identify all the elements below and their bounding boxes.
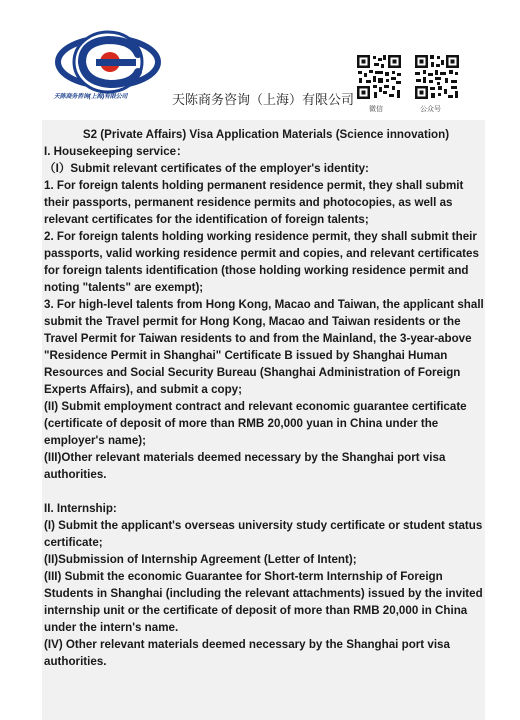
section-1-item-3: 3. For high-level talents from Hong Kong, Macao and Taiwan, the applicant shall submit the Travel permit for Hong Kong, Macao and Taiwan residents or the Travel Permit for Taiwan residents to and from the Mainland, the 3-year-above "Residence Permit in Shanghai" Certificate B issued by Shanghai Human Resources and Social Security Bureau (Shanghai Administration of Foreign Experts Affairs), and submit a copy; [44,298,484,396]
qr-label-wechat: 微信 [369,105,383,113]
qr-label-official-account: 公众号 [420,105,441,113]
paragraph-spacer [44,483,488,500]
section-2-subsection-3: (III) Submit the economic Guarantee for Short-term Internship of Foreign Students in Shanghai (including the relevant attachments) issued by the invited internship unit or the certificate of deposit of more than RMB 20,000 in China under the intern's name. [44,570,483,634]
section-2-subsection-4: (IV) Other relevant materials deemed necessary by the Shanghai port visa authorities. [44,638,450,668]
letterhead [0,0,520,112]
section-1-item-2: 2. For foreign talents holding working residence permit, they shall submit their passports, valid working residence permit and copies, and relevant certificates for foreign talents identification (those holding working residence permit and noting "talents" are exempt); [44,230,479,294]
document-body [44,126,488,670]
official-account-qr-code-icon [414,54,460,100]
section-1-subsection-3: (III)Other relevant materials deemed necessary by the Shanghai port visa authorities. [44,451,446,481]
wechat-qr-code-icon [356,54,402,100]
section-1-item-1: 1. For foreign talents holding permanent residence permit, they shall submit their passports, permanent residence permits and photocopies, as well as relevant certificates for the identification of foreign talents; [44,179,464,226]
section-1-heading: I. Housekeeping service： [44,145,188,158]
section-2-heading: II. Internship: [44,502,117,515]
section-2-subsection-2: (II)Submission of Internship Agreement (Letter of Intent); [44,553,357,566]
section-1-subsection-1: （I）Submit relevant certificates of the employer's identity: [44,162,369,175]
section-1-subsection-2: (II) Submit employment contract and relevant economic guarantee certificate (certificate of deposit of more than RMB 20,000 yuan in China under the employer's name); [44,400,467,447]
section-2-subsection-1: (I) Submit the applicant's overseas university study certificate or student status certificate; [44,519,483,549]
logo-caption: 天陈商务咨询(上海)有限公司 [54,94,128,100]
company-name: 天陈商务咨询（上海）有限公司 [172,93,355,108]
document-title: S2 (Private Affairs) Visa Application Materials (Science innovation) [82,128,450,141]
